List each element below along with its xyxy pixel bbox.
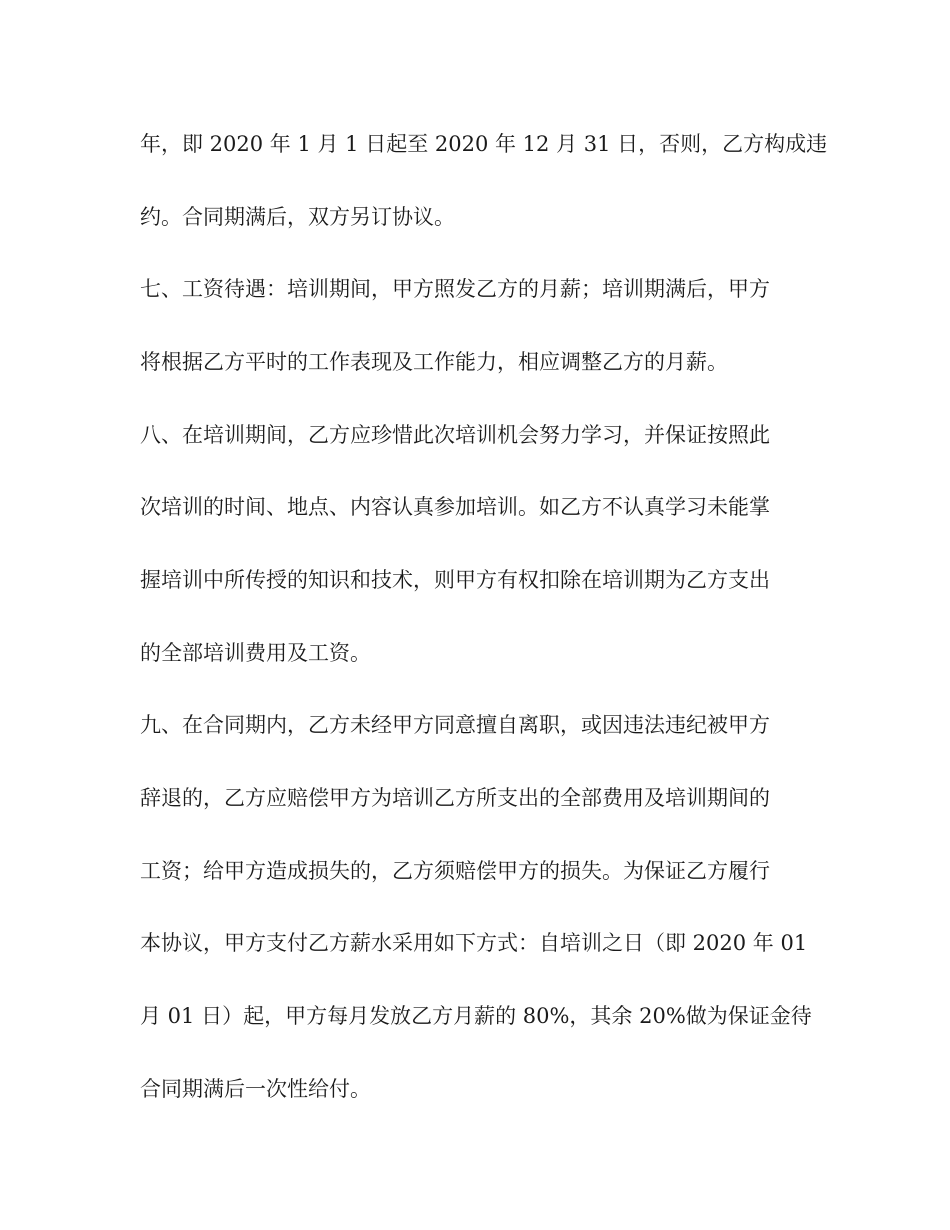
text-line: 辞退的，乙方应赔偿甲方为培训乙方所支出的全部费用及培训期间的 — [140, 786, 770, 810]
text-line: 的全部培训费用及工资。 — [140, 641, 371, 665]
text-line: 合同期满后一次性给付。 — [140, 1077, 371, 1101]
text-line: 将根据乙方平时的工作表现及工作能力，相应调整乙方的月薪。 — [140, 350, 728, 374]
text-line: 七、工资待遇：培训期间，甲方照发乙方的月薪；培训期满后，甲方 — [140, 277, 770, 301]
text-line: 次培训的时间、地点、内容认真参加培训。如乙方不认真学习未能掌 — [140, 495, 770, 519]
text-line: 工资；给甲方造成损失的，乙方须赔偿甲方的损失。为保证乙方履行 — [140, 859, 770, 883]
text-line: 本协议，甲方支付乙方薪水采用如下方式：自培训之日（即 2020 年 01 — [140, 931, 808, 955]
text-line: 年，即 2020 年 1 月 1 日起至 2020 年 12 月 31 日，否则，乙方构成违 — [140, 132, 828, 156]
text-line: 九、在合同期内，乙方未经甲方同意擅自离职，或因违法违纪被甲方 — [140, 713, 770, 737]
text-line: 月 01 日）起，甲方每月发放乙方月薪的 80%，其余 20%做为保证金待 — [140, 1004, 812, 1028]
text-line: 约。合同期满后，双方另订协议。 — [140, 205, 455, 229]
text-line: 八、在培训期间，乙方应珍惜此次培训机会努力学习，并保证按照此 — [140, 423, 770, 447]
text-line: 握培训中所传授的知识和技术，则甲方有权扣除在培训期为乙方支出 — [140, 568, 770, 592]
